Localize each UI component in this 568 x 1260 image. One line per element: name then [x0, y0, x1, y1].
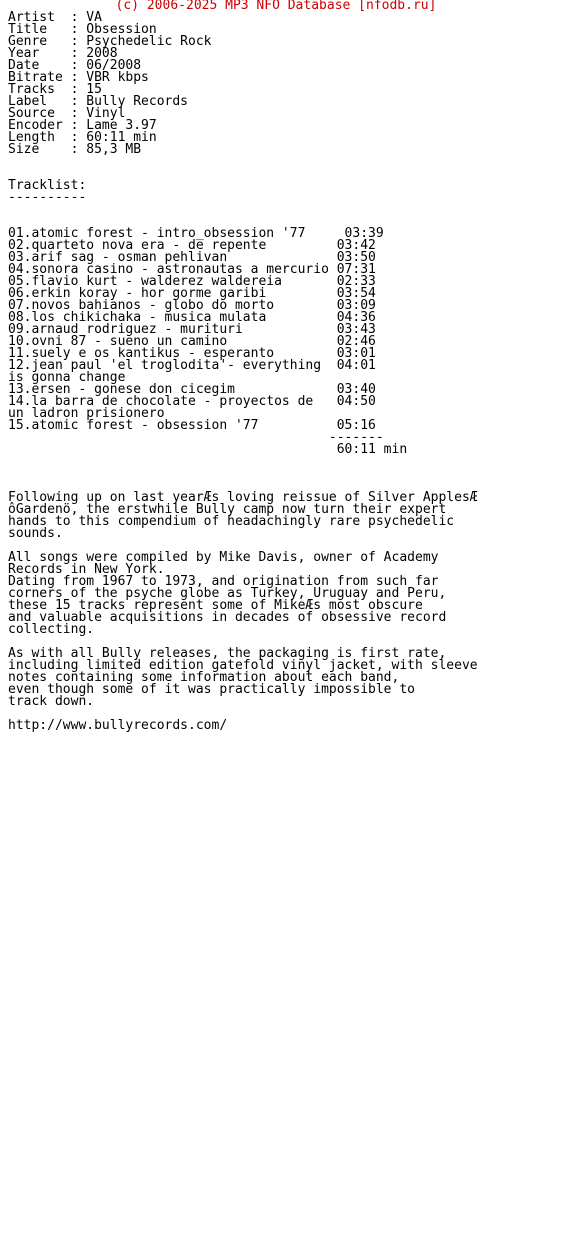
nfo-line: 10.ovni 87 - sueno un camino 02:46	[8, 334, 376, 349]
nfo-line: un ladron prisionero	[8, 406, 165, 421]
nfo-header: (c) 2006-2025 MP3 NFO Database [nfodb.ru]	[115, 0, 437, 13]
nfo-line: 09.arnaud rodriguez - murituri 03:43	[8, 322, 376, 337]
nfo-line: 08.los chikichaka - musica mulata 04:36	[8, 310, 376, 325]
nfo-line: Year : 2008	[8, 46, 118, 61]
nfo-line: 12.jean paul 'el troglodita'- everything 04:01	[8, 358, 376, 373]
nfo-line: 15.atomic forest - obsession '77 05:16	[8, 418, 376, 433]
nfo-line: corners of the psyche globe as Turkey, Uruguay and Peru,	[8, 586, 447, 601]
nfo-line	[8, 468, 552, 480]
nfo-line: Bitrate : VBR kbps	[8, 70, 149, 85]
nfo-line: As with all Bully releases, the packaging is first rate,	[8, 646, 447, 661]
nfo-line: these 15 tracks represent some of MikeÆs most obscure	[8, 598, 423, 613]
nfo-line: All songs were compiled by Mike Davis, owner of Academy	[8, 550, 439, 565]
nfo-line: Size : 85,3 MB	[8, 142, 142, 157]
nfo-line: is gonna change	[8, 370, 126, 385]
nfo-line: sounds.	[8, 526, 63, 541]
nfo-line	[8, 204, 552, 216]
nfo-line: and valuable acquisitions in decades of obsessive record	[8, 610, 447, 625]
nfo-line: Label : Bully Records	[8, 94, 189, 109]
nfo-line: Dating from 1967 to 1973, and origination from such far	[8, 574, 439, 589]
nfo-line: 14.la barra de chocolate - proyectos de 04:50	[8, 394, 376, 409]
nfo-line: -------	[8, 430, 384, 445]
nfo-line	[8, 156, 552, 168]
nfo-line: Title : Obsession	[8, 22, 157, 37]
nfo-line: 04.sonora casino - astronautas a mercurio 07:31	[8, 262, 376, 277]
nfo-line: collecting.	[8, 622, 95, 637]
nfo-line: even though some of it was practically impossible to	[8, 682, 415, 697]
nfo-line: 11.suely e os kantikus - esperanto 03:01	[8, 346, 376, 361]
nfo-line: 03.arif sag - osman pehlivan 03:50	[8, 250, 376, 265]
nfo-line: notes containing some information about each band,	[8, 670, 400, 685]
nfo-line: ôGardenö, the erstwhile Bully camp now turn their expert	[8, 502, 447, 517]
nfo-line: Date : 06/2008	[8, 58, 142, 73]
nfo-line	[8, 168, 552, 180]
nfo-line: Encoder : Lame 3.97	[8, 118, 157, 133]
nfo-line: 60:11 min	[8, 442, 408, 457]
nfo-line: 01.atomic forest - intro_obsession '77 03:39	[8, 226, 384, 241]
nfo-line: 05.flavio kurt - walderez waldereia 02:33	[8, 274, 376, 289]
nfo-line	[8, 456, 552, 468]
nfo-line: Following up on last yearÆs loving reissue of Silver ApplesÆ	[8, 490, 478, 505]
nfo-line: track down.	[8, 694, 95, 709]
nfo-line: Length : 60:11 min	[8, 130, 157, 145]
nfo-line: 07.novos bahianos - globo do morto 03:09	[8, 298, 376, 313]
nfo-line: 02.quarteto nova era - de repente 03:42	[8, 238, 376, 253]
nfo-line: Tracks : 15	[8, 82, 102, 97]
nfo-line: Records in New York.	[8, 562, 165, 577]
nfo-text	[8, 0, 552, 732]
nfo-line: hands to this compendium of headachingly rare psychedelic	[8, 514, 455, 529]
nfo-line: 06.erkin koray - hor gorme garibi 03:54	[8, 286, 376, 301]
nfo-line: Genre : Psychedelic Rock	[8, 34, 212, 49]
nfo-line: 13.ersen - gonese don cicegim 03:40	[8, 382, 376, 397]
nfo-line[interactable]: http://www.bullyrecords.com/	[8, 718, 228, 733]
nfo-line: Artist : VA	[8, 10, 102, 25]
nfo-line: Tracklist:	[8, 178, 87, 193]
nfo-line: ----------	[8, 190, 87, 205]
nfo-line: including limited edition gatefold vinyl jacket, with sleeve	[8, 658, 478, 673]
nfo-line: Source : Vinyl	[8, 106, 126, 121]
